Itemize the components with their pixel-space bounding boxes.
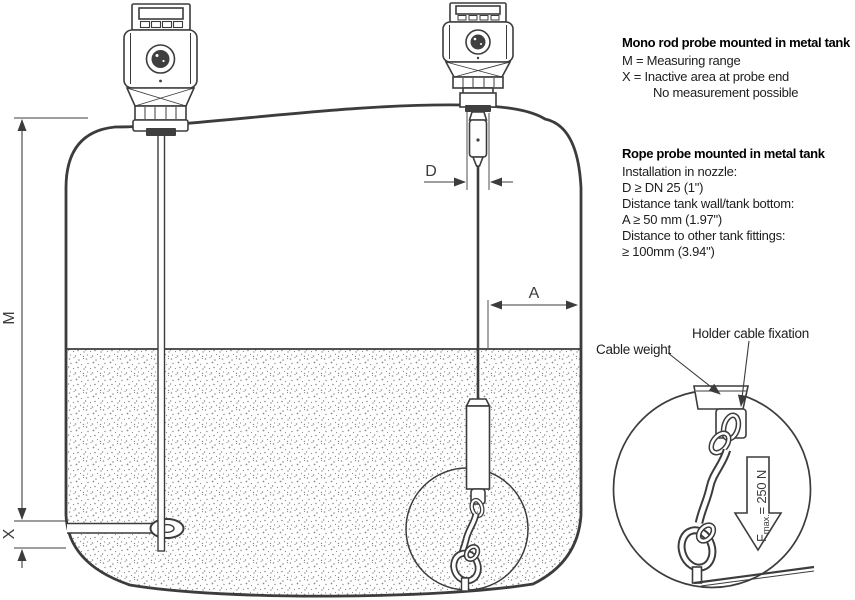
note-line: Installation in nozzle: bbox=[622, 164, 737, 179]
note-line: Distance tank wall/tank bottom: bbox=[622, 196, 795, 211]
dim-label-a: A bbox=[528, 285, 540, 302]
thread-section bbox=[135, 106, 186, 120]
transmitter-head-left bbox=[124, 4, 197, 136]
process-seal bbox=[465, 105, 491, 112]
mono-rod bbox=[158, 131, 165, 551]
note-mono-title: Mono rod probe mounted in metal tank bbox=[622, 35, 850, 50]
note-line: No measurement possible bbox=[653, 85, 799, 100]
note-line: A ≥ 50 mm (1.97") bbox=[622, 212, 722, 227]
liquid-fill bbox=[66, 349, 582, 600]
tank-floor-detail bbox=[694, 567, 814, 586]
force-label: $F_{max.}= 250$ N bbox=[754, 469, 772, 542]
display-screen bbox=[139, 8, 183, 19]
dim-label-x: X bbox=[1, 528, 18, 540]
thread-section bbox=[453, 77, 503, 88]
dim-label-d: D bbox=[425, 163, 437, 180]
display-screen bbox=[456, 6, 500, 14]
callout-cable-weight: Cable weight bbox=[596, 342, 672, 357]
note-line: D ≥ DN 25 (1") bbox=[622, 180, 704, 195]
cable-weight-body bbox=[467, 399, 490, 504]
dimension-x bbox=[14, 521, 66, 568]
chain-links bbox=[677, 414, 741, 583]
process-seal bbox=[146, 128, 176, 136]
weight-bottom-holder bbox=[694, 386, 748, 409]
cable-ferrule-top bbox=[470, 112, 487, 120]
note-line: ≥ 100mm (3.94") bbox=[622, 244, 715, 259]
detail-circle-large bbox=[614, 386, 815, 588]
note-rope-title: Rope probe mounted in metal tank bbox=[622, 146, 825, 161]
note-line: Distance to other tank fittings: bbox=[622, 228, 786, 243]
note-rope bbox=[622, 146, 854, 260]
note-line: X = Inactive area at probe end bbox=[622, 69, 790, 84]
dim-label-m: M bbox=[1, 311, 18, 325]
note-mono-rod bbox=[622, 35, 854, 101]
nozzle bbox=[460, 93, 496, 107]
note-line: M = Measuring range bbox=[622, 53, 741, 68]
callout-holder-cable-fixation: Holder cable fixation bbox=[692, 326, 810, 341]
